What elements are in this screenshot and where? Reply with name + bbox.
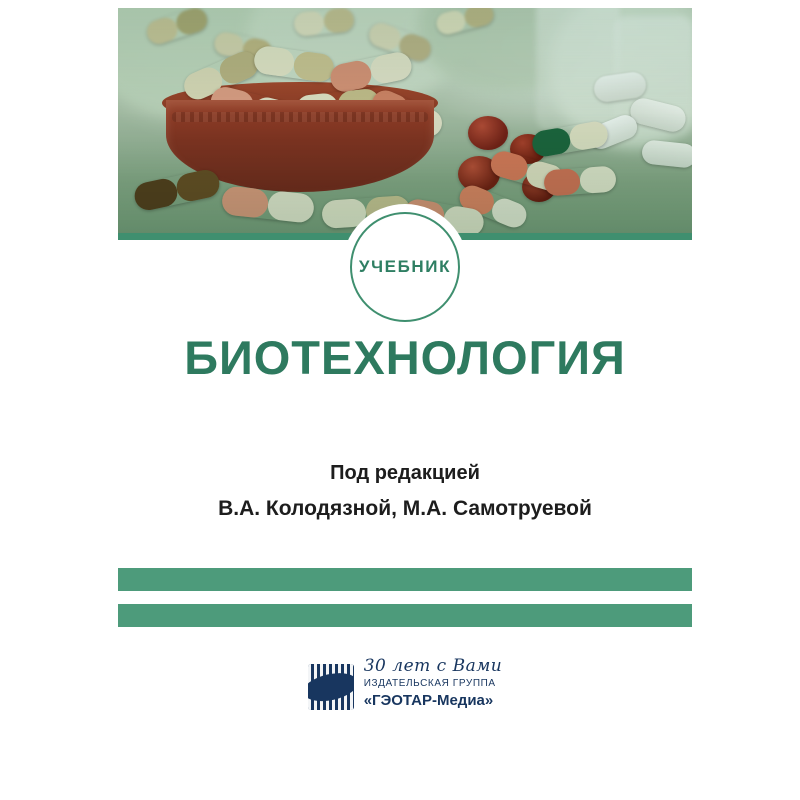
book-cover xyxy=(118,8,692,792)
title-area xyxy=(118,332,692,384)
publisher-name: «ГЭОТАР-Медиа» xyxy=(363,692,494,709)
decorative-bar-gap xyxy=(118,591,692,604)
editors-lead: Под редакцией xyxy=(330,461,480,484)
badge-label: УЧЕБНИК xyxy=(358,257,452,276)
publisher-logo xyxy=(118,656,692,710)
publisher-slogan: 30 лет с Вами xyxy=(363,656,503,676)
decorative-bar xyxy=(118,604,692,627)
decorative-bar xyxy=(118,568,692,591)
publisher-text xyxy=(364,656,503,709)
editors-block xyxy=(118,462,692,521)
publisher-group: ИЗДАТЕЛЬСКАЯ ГРУППА xyxy=(363,678,496,689)
book-title: БИОТЕХНОЛОГИЯ xyxy=(184,331,626,384)
decorative-bars xyxy=(118,568,692,627)
publisher-mark-icon xyxy=(308,664,354,710)
editors-names: В.А. Колодязной, М.А. Самотруевой xyxy=(218,496,592,520)
textbook-badge xyxy=(342,204,468,330)
